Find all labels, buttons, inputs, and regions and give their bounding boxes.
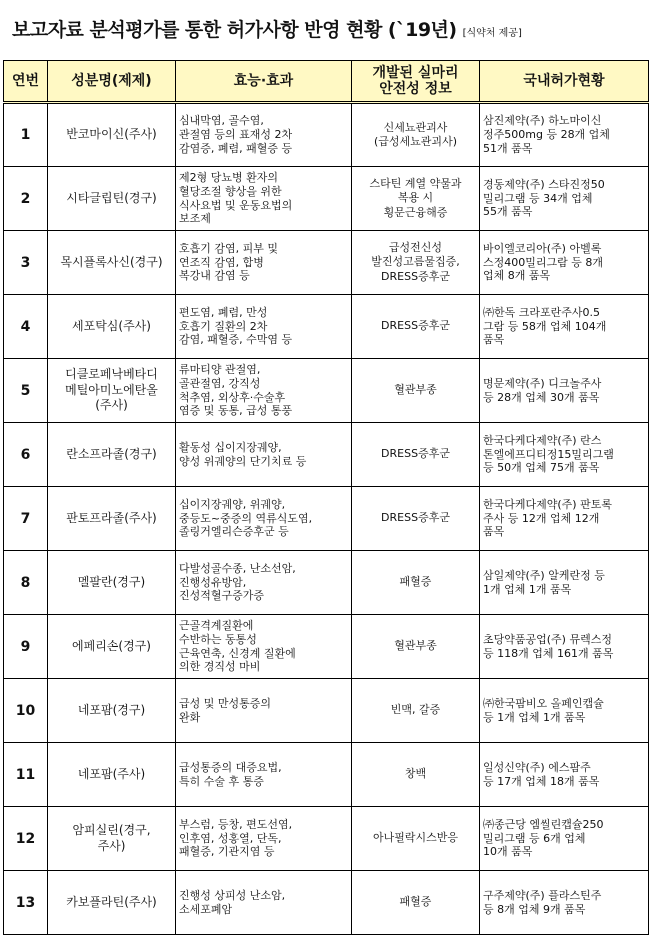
ingredient-name: 네포팜(주사) [48, 743, 176, 807]
header-safety-info: 개발된 실마리 안전성 정보 [352, 61, 480, 103]
row-number: 8 [4, 551, 48, 615]
title-source: [식약처 제공] [462, 28, 522, 39]
safety-info: DRESS증후군 [352, 295, 480, 359]
safety-info: 신세뇨관괴사 (급성세뇨관괴사) [352, 103, 480, 167]
efficacy-text: 부스럼, 등창, 편도선염, 인후염, 성홍열, 단독, 패혈증, 기관지염 등 [176, 807, 352, 871]
domestic-approval: ㈜한국팜비오 올페인캡슐 등 1개 업체 1개 품목 [480, 679, 649, 743]
safety-info: 급성전신성 발진성고름물집증, DRESS증후군 [352, 231, 480, 295]
ingredient-name: 디클로페낙베타디 메틸아미노에탄올 (주사) [48, 359, 176, 423]
efficacy-text: 활동성 십이지장궤양, 양성 위궤양의 단기치료 등 [176, 423, 352, 487]
domestic-approval: 한국다케다제약(주) 판토록 주사 등 12개 업체 12개 품목 [480, 487, 649, 551]
ingredient-name: 세포탁심(주사) [48, 295, 176, 359]
row-number: 10 [4, 679, 48, 743]
efficacy-text: 진행성 상피성 난소암, 소세포폐암 [176, 871, 352, 935]
title-main: 보고자료 분석평가를 통한 허가사항 반영 현황 (`19년) [12, 19, 457, 41]
row-number: 13 [4, 871, 48, 935]
domestic-approval: ㈜한독 크라포란주사0.5 그람 등 58개 업체 104개 품목 [480, 295, 649, 359]
safety-info: 아나필락시스반응 [352, 807, 480, 871]
ingredient-name: 멜팔란(경구) [48, 551, 176, 615]
row-number: 5 [4, 359, 48, 423]
safety-info: 패혈증 [352, 551, 480, 615]
table-row [4, 807, 649, 871]
domestic-approval: 바이엘코리아(주) 아벨록 스정400밀리그람 등 8개 업체 8개 품목 [480, 231, 649, 295]
ingredient-name: 목시플록사신(경구) [48, 231, 176, 295]
efficacy-text: 근골격계질환에 수반하는 동통성 근육연축, 신경계 질환에 의한 경직성 마비 [176, 615, 352, 679]
efficacy-text: 급성 및 만성통증의 완화 [176, 679, 352, 743]
safety-info: 혈관부종 [352, 359, 480, 423]
row-number: 11 [4, 743, 48, 807]
table-row [4, 487, 649, 551]
efficacy-text: 제2형 당뇨병 환자의 혈당조절 향상을 위한 식사요법 및 운동요법의 보조제 [176, 167, 352, 231]
ingredient-name: 반코마이신(주사) [48, 103, 176, 167]
ingredient-name: 암피실린(경구, 주사) [48, 807, 176, 871]
row-number: 4 [4, 295, 48, 359]
efficacy-text: 급성통증의 대증요법, 특히 수술 후 통증 [176, 743, 352, 807]
safety-info: 창백 [352, 743, 480, 807]
table-body [4, 103, 649, 935]
row-number: 2 [4, 167, 48, 231]
safety-info: 빈맥, 갈증 [352, 679, 480, 743]
efficacy-text: 심내막염, 골수염, 관절염 등의 표재성 2차 감염증, 폐렴, 패혈증 등 [176, 103, 352, 167]
domestic-approval: 경동제약(주) 스타진정50 밀리그램 등 34개 업체 55개 품목 [480, 167, 649, 231]
header-efficacy: 효능·효과 [176, 61, 352, 103]
row-number: 3 [4, 231, 48, 295]
domestic-approval: 명문제약(주) 디크놀주사 등 28개 업체 30개 품목 [480, 359, 649, 423]
domestic-approval: 일성신약(주) 에스팜주 등 17개 업체 18개 품목 [480, 743, 649, 807]
efficacy-text: 류마티양 관절염, 골관절염, 강직성 척추염, 외상후·수술후 염증 및 동통, 급성 통풍 [176, 359, 352, 423]
efficacy-text: 호흡기 감염, 피부 및 연조직 감염, 합병 복강내 감염 등 [176, 231, 352, 295]
table-row [4, 743, 649, 807]
table-row [4, 423, 649, 487]
table-row [4, 359, 649, 423]
row-number: 12 [4, 807, 48, 871]
header-ingredient: 성분명(제제) [48, 61, 176, 103]
domestic-approval: 삼진제약(주) 하노마이신 정주500mg 등 28개 업체 51개 품목 [480, 103, 649, 167]
row-number: 9 [4, 615, 48, 679]
ingredient-name: 에페리손(경구) [48, 615, 176, 679]
approval-status-table [3, 60, 649, 935]
ingredient-name: 카보플라틴(주사) [48, 871, 176, 935]
header-no: 연번 [4, 61, 48, 103]
safety-info: 스타틴 계열 약물과 복용 시 횡문근융해증 [352, 167, 480, 231]
efficacy-text: 십이지장궤양, 위궤양, 중등도~중증의 역류식도염, 졸링거엘리슨증후군 등 [176, 487, 352, 551]
safety-info: DRESS증후군 [352, 423, 480, 487]
safety-info: 혈관부종 [352, 615, 480, 679]
table-row [4, 679, 649, 743]
row-number: 1 [4, 103, 48, 167]
domestic-approval: 한국다케다제약(주) 란스 톤엘에프디티정15밀리그램 등 50개 업체 75개 품목 [480, 423, 649, 487]
domestic-approval: ㈜종근당 엠씰린캡슐250 밀리그램 등 6개 업체 10개 품목 [480, 807, 649, 871]
domestic-approval: 구주제약(주) 플라스틴주 등 8개 업체 9개 품목 [480, 871, 649, 935]
header-domestic-approval: 국내허가현황 [480, 61, 649, 103]
table-row [4, 103, 649, 167]
table-row [4, 295, 649, 359]
efficacy-text: 다발성골수종, 난소선암, 진행성유방암, 진성적혈구증가증 [176, 551, 352, 615]
ingredient-name: 판토프라졸(주사) [48, 487, 176, 551]
ingredient-name: 네포팜(경구) [48, 679, 176, 743]
table-row [4, 167, 649, 231]
efficacy-text: 편도염, 폐렴, 만성 호흡기 질환의 2차 감염, 패혈증, 수막염 등 [176, 295, 352, 359]
table-row [4, 231, 649, 295]
domestic-approval: 초당약품공업(주) 뮤렉스정 등 118개 업체 161개 품목 [480, 615, 649, 679]
ingredient-name: 란소프라졸(경구) [48, 423, 176, 487]
safety-info: 패혈증 [352, 871, 480, 935]
domestic-approval: 삼일제약(주) 알케란정 등 1개 업체 1개 품목 [480, 551, 649, 615]
document-title [12, 8, 644, 42]
ingredient-name: 시타글립틴(경구) [48, 167, 176, 231]
table-row [4, 615, 649, 679]
row-number: 7 [4, 487, 48, 551]
safety-info: DRESS증후군 [352, 487, 480, 551]
table-row [4, 871, 649, 935]
table-header-row [4, 61, 649, 103]
row-number: 6 [4, 423, 48, 487]
table-row [4, 551, 649, 615]
